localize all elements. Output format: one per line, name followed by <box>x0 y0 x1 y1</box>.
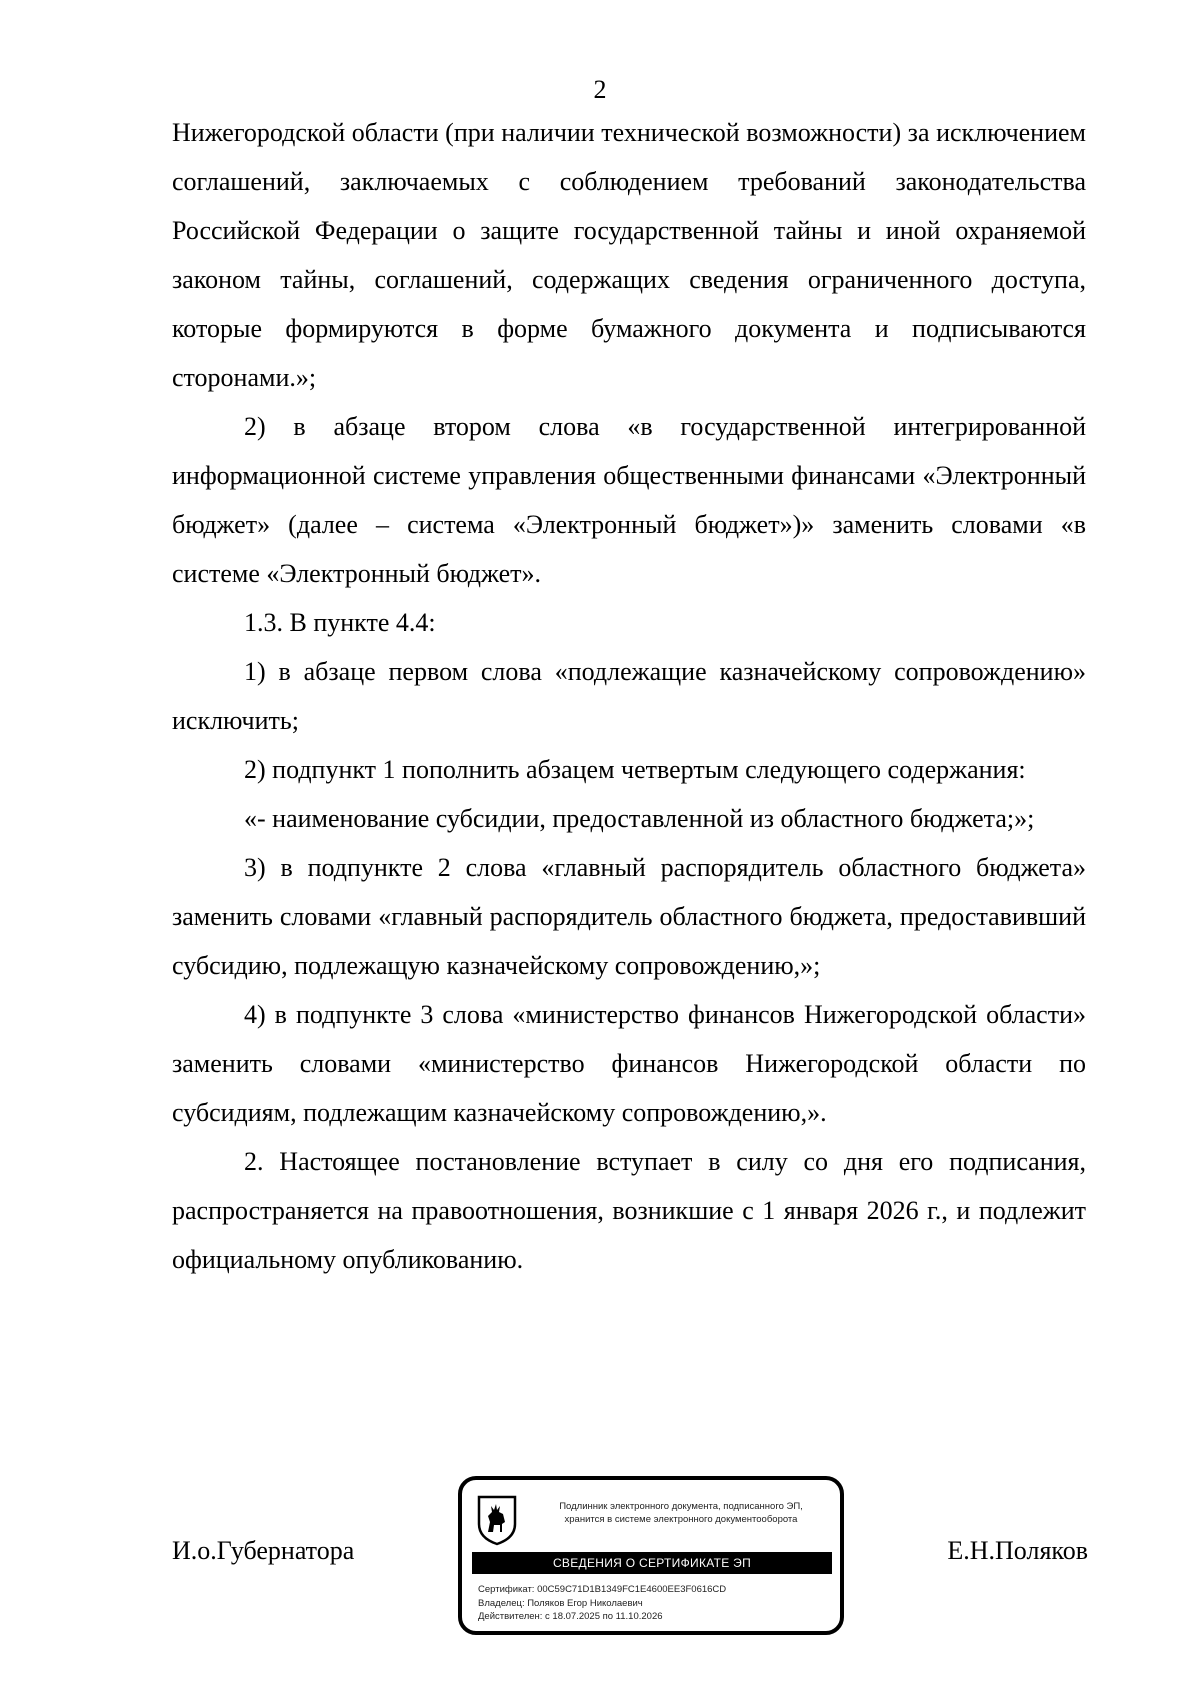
paragraph: 2) в абзаце втором слова «в государственной интегрированной информационной системе управления общественными финансами «Электронный бюджет» (далее – система «Электронный бюджет»)» заменить словами «в системе «Электронный бюджет». <box>172 412 1086 588</box>
electronic-signature-stamp <box>458 1476 844 1635</box>
paragraph: Нижегородской области (при наличии технической возможности) за исключением соглашений, заключаемых с соблюдением требований законодательства Российской Федерации о защите государственной тайны и иной охраняемой законом тайны, соглашений, содержащих сведения ограниченного доступа, которые формируются в форме бумажного документа и подписываются сторонами.»; <box>172 118 1086 392</box>
paragraph: 4) в подпункте 3 слова «министерство финансов Нижегородской области» заменить словами «министерство финансов Нижегородской области по субсидиям, подлежащим казначейскому сопровождению,». <box>172 1000 1086 1127</box>
signatory-position: И.о.Губернатора <box>172 1536 355 1565</box>
certificate-validity: Действителен: с 18.07.2025 по 11.10.2026 <box>478 1611 663 1622</box>
paragraph: 1.3. В пункте 4.4: <box>244 608 436 637</box>
paragraph: 2. Настоящее постановление вступает в силу со дня его подписания, распространяется на правоотношения, возникшие с 1 января 2026 г., и подлежит официальному опубликованию. <box>172 1147 1086 1274</box>
page-number: 2 <box>593 75 607 104</box>
certificate-number: Сертификат: 00C59C71D1B1349FC1E4600EE3F0616CD <box>478 1584 727 1595</box>
paragraph: 3) в подпункте 2 слова «главный распорядитель областного бюджета» заменить словами «главный распорядитель областного бюджета, предоставивший субсидию, подлежащую казначейскому сопровождению,»; <box>172 853 1086 980</box>
signatory-name: Е.Н.Поляков <box>947 1536 1088 1565</box>
paragraph: 1) в абзаце первом слова «подлежащие казначейскому сопровождению» исключить; <box>172 657 1086 735</box>
paragraph: 2) подпункт 1 пополнить абзацем четвертым следующего содержания: <box>244 755 1026 784</box>
document-body <box>172 108 1086 1284</box>
paragraph: «- наименование субсидии, предоставленной из областного бюджета;»; <box>244 804 1035 833</box>
coat-of-arms-icon <box>476 1494 518 1546</box>
stamp-header: СВЕДЕНИЯ О СЕРТИФИКАТЕ ЭП <box>472 1552 832 1574</box>
stamp-note: Подлинник электронного документа, подписанного ЭП, хранится в системе электронного документооборота <box>559 1501 803 1525</box>
certificate-owner: Владелец: Поляков Егор Николаевич <box>478 1597 643 1609</box>
certificate-details <box>478 1583 726 1624</box>
